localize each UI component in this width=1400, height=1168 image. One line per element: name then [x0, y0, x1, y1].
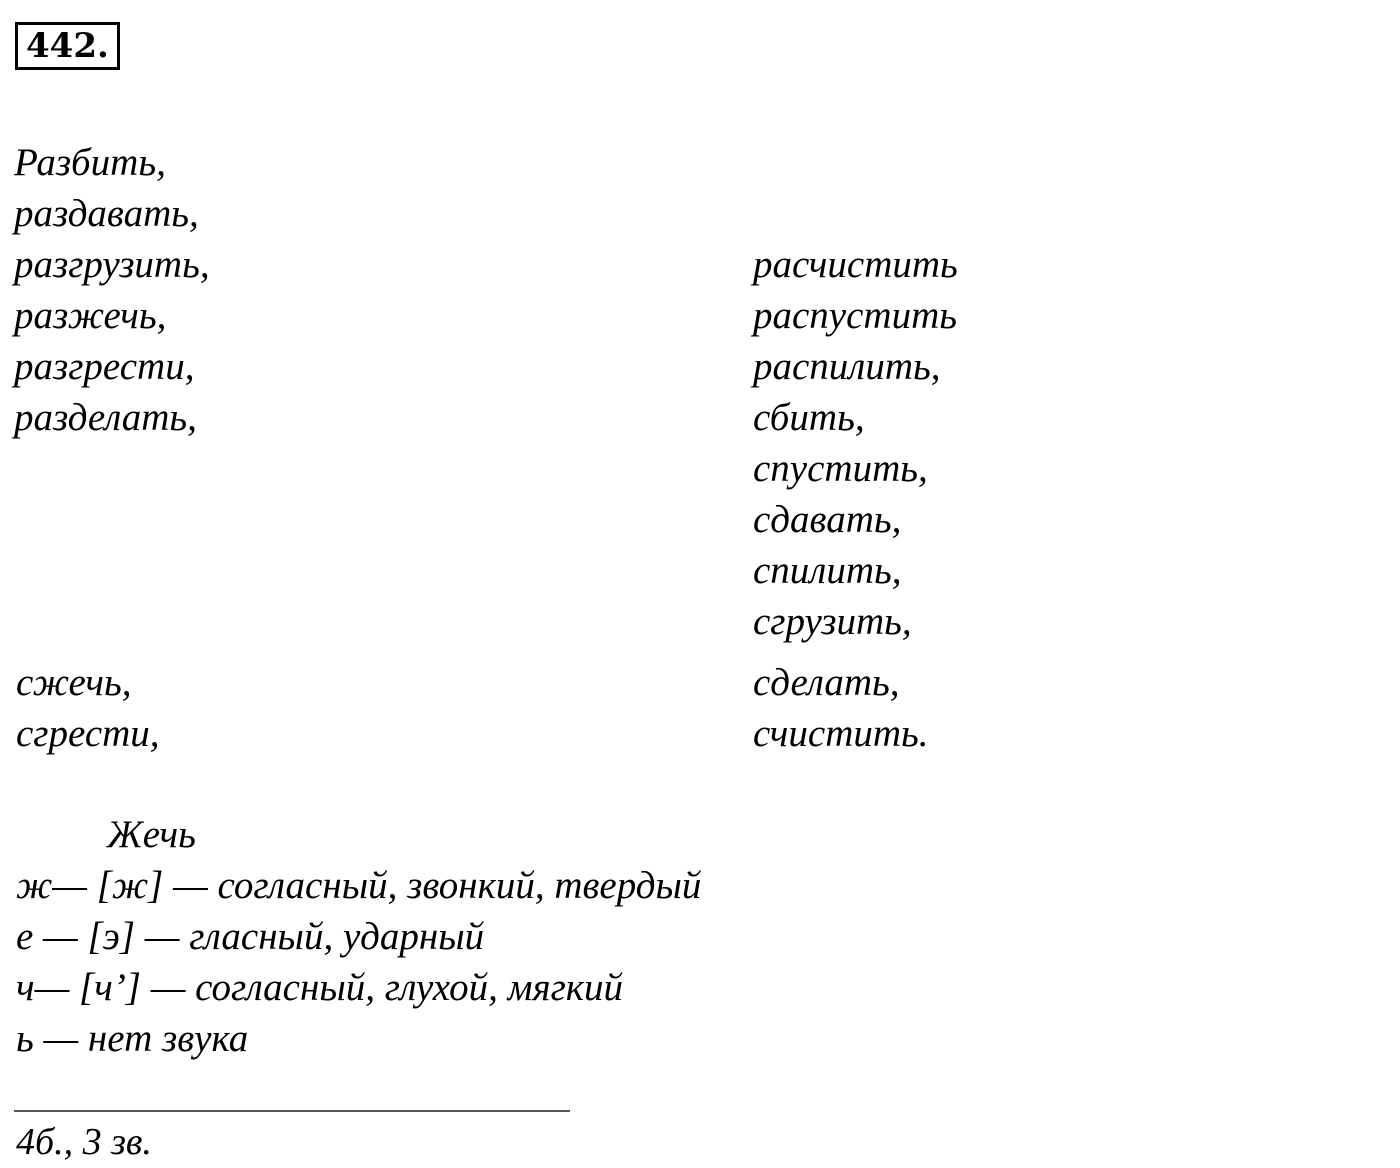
analysis-line-4: ь — нет звука [16, 1017, 249, 1060]
analysis-line-3: ч— [ч’] — согласный, глухой, мягкий [16, 966, 624, 1009]
word-right-6: сдавать, [753, 498, 902, 541]
footer-divider [14, 1110, 570, 1112]
word-right-5: спустить, [753, 447, 928, 490]
word-left-8: сгрести, [16, 712, 160, 755]
word-left-7: сжечь, [16, 661, 132, 704]
analysis-line-1: ж— [ж] — согласный, звонкий, твердый [16, 864, 702, 907]
word-right-2: распустить [753, 294, 958, 337]
word-right-9: сделать, [753, 661, 900, 704]
word-left-1: Разбить, [14, 141, 166, 184]
word-left-2: раздавать, [14, 192, 199, 235]
word-left-6: разделать, [14, 396, 197, 439]
word-right-8: сгрузить, [753, 600, 912, 643]
analysis-word: Жечь [107, 813, 196, 856]
task-number: 442. [15, 22, 120, 70]
word-right-1: расчистить [753, 243, 958, 286]
word-right-4: сбить, [753, 396, 865, 439]
word-right-10: счистить. [753, 712, 929, 755]
word-right-3: распилить, [753, 345, 941, 388]
word-left-5: разгрести, [14, 345, 195, 388]
word-right-7: спилить, [753, 549, 902, 592]
word-left-4: разжечь, [14, 294, 167, 337]
footer-note: 4б., 3 зв. [16, 1121, 152, 1163]
analysis-line-2: е — [э] — гласный, ударный [16, 915, 485, 958]
word-left-3: разгрузить, [14, 243, 210, 286]
